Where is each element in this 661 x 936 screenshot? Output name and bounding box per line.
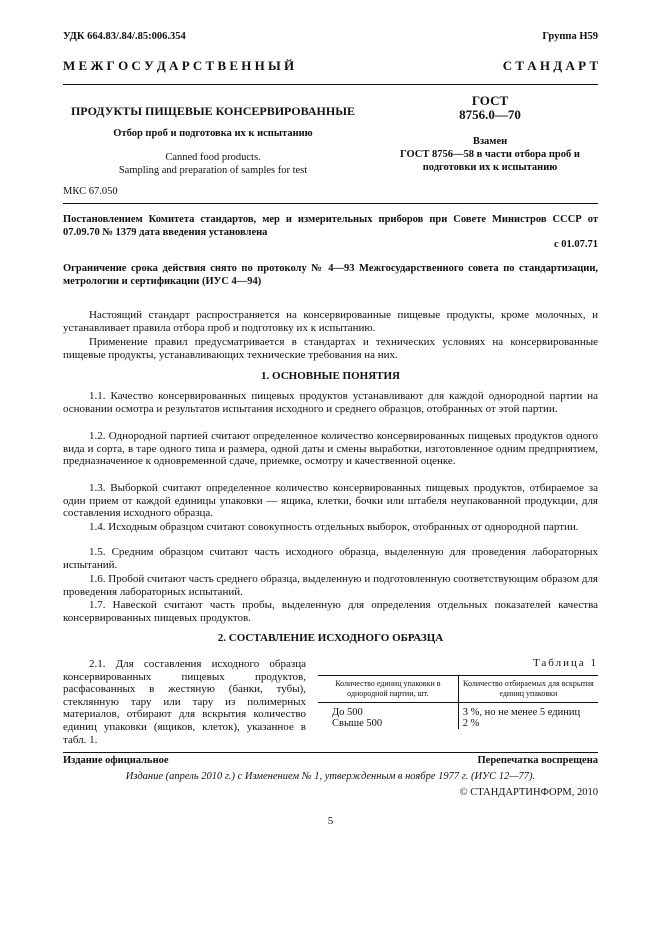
replaced-text: ГОСТ 8756—58 в части отбора проб и подготовки их к испытанию bbox=[400, 149, 580, 173]
intro-paragraph-1: Настоящий стандарт распространяется на консервированные пищевые продукты, кроме молочных, и устанавливает правила отбора проб и подготовку их к испытанию. bbox=[63, 309, 598, 334]
official-edition: Издание официальное bbox=[63, 755, 169, 766]
standard-banner bbox=[63, 58, 598, 74]
limitation-text: Ограничение срока действия снято по протоколу № 4—93 Межгосударственного совета по стандартизации, метрологии и сертификации (ИУС 4—94) bbox=[63, 263, 598, 287]
title-rule bbox=[63, 203, 598, 204]
paragraph-1-7: 1.7. Навеской считают часть пробы, выделенную для определения отдельных показателей качества консервированных пищевых продуктов. bbox=[63, 599, 598, 624]
group-code: Группа Н59 bbox=[542, 31, 598, 42]
copyright: © СТАНДАРТИНФОРМ, 2010 bbox=[459, 787, 598, 798]
paragraph-2-1: 2.1. Для составления исходного образца консервированных пищевых продуктов, расфасованных в жестяную (банки, тубы), стеклянную тару или тару из полимерных материалов, отбирают для вскрытия количество единиц упаковки (ящиков, клеток), указанное в табл. 1. bbox=[63, 658, 306, 746]
gost-number: 8756.0—70 bbox=[459, 107, 521, 122]
udk-code: УДК 664.83/.84/.85:006.354 bbox=[63, 31, 186, 42]
gost-designation bbox=[390, 94, 590, 122]
banner-word-1: М Е Ж Г О С У Д А Р С Т В Е Н Н Ы Й bbox=[63, 58, 295, 73]
table-cell: 3 %, но не менее 5 единиц bbox=[458, 707, 598, 718]
table-cell: 2 % bbox=[458, 718, 598, 729]
paragraph-1-2: 1.2. Однородной партией считают определенное количество консервированных пищевых продуктов одного вида и сорта, в таре одного типа и размера, одной даты и смены выработки, изготовленное одним предприятием, предназначенное к одновременной сдаче, приемке, осмотру и качественной оценке. bbox=[63, 430, 598, 468]
paragraph-1-1: 1.1. Качество консервированных пищевых продуктов устанавливают для каждой однородной партии на основании осмотра и результатов испытания исходного и среднего образцов, отобранных от этой партии. bbox=[63, 390, 598, 415]
page-number: 5 bbox=[327, 815, 334, 827]
table-cell: Свыше 500 bbox=[332, 718, 383, 729]
title-sub: Отбор проб и подготовка их к испытанию bbox=[113, 128, 313, 139]
effective-date: с 01.07.71 bbox=[553, 239, 598, 250]
table-1 bbox=[318, 675, 598, 729]
table-row bbox=[318, 718, 598, 729]
table-header-1: Количество единиц упаковки в однородной партии, шт. bbox=[318, 676, 458, 703]
title-main: ПРОДУКТЫ ПИЩЕВЫЕ КОНСЕРВИРОВАННЫЕ bbox=[70, 104, 356, 118]
table-caption: Таблица 1 bbox=[532, 657, 598, 669]
section-2-title: 2. СОСТАВЛЕНИЕ ИСХОДНОГО ОБРАЗЦА bbox=[217, 632, 444, 644]
edition-note: Издание (апрель 2010 г.) с Изменением № 1, утвержденным в ноябре 1977 г. (ИУС 12—77). bbox=[125, 771, 536, 782]
table-cell: До 500 bbox=[332, 707, 363, 718]
decree-text: Постановлением Комитета стандартов, мер и измерительных приборов при Совете Министров СССР от 07.09.70 № 1379 дата введения установлена bbox=[63, 214, 598, 238]
replaced-label: Взамен bbox=[472, 136, 508, 147]
footer-rule bbox=[63, 752, 598, 753]
reprint-notice: Перепечатка воспрещена bbox=[477, 755, 598, 766]
section-1-title: 1. ОСНОВНЫЕ ПОНЯТИЯ bbox=[261, 370, 400, 382]
intro-paragraph-2: Применение правил предусматривается в стандартах и технических условиях на консервированные пищевые продукты, устанавливающих технические требования на них. bbox=[63, 336, 598, 361]
paragraph-1-6: 1.6. Пробой считают часть среднего образца, выделенную и подготовленную соответствующим образом для проведения лабораторных испытаний. bbox=[63, 573, 598, 598]
paragraph-1-3: 1.3. Выборкой считают определенное количество консервированных пищевых продуктов, отбираемое за один прием от каждой единицы упаковки — ящика, клетки, бочки или штабеля неупакованной продукции, для составления исходного образца. bbox=[63, 482, 598, 520]
table-row bbox=[318, 707, 598, 718]
banner-rule bbox=[63, 84, 598, 85]
mks-code: МКС 67.050 bbox=[63, 186, 118, 197]
banner-word-2: С Т А Н Д А Р Т bbox=[502, 58, 598, 73]
title-english-line1: Canned food products. bbox=[165, 152, 261, 163]
replaced-block bbox=[380, 135, 600, 174]
paragraph-1-4: 1.4. Исходным образцом считают совокупность отдельных выборок, отобранных от однородной партии. bbox=[89, 521, 579, 533]
paragraph-1-5: 1.5. Средним образцом считают часть исходного образца, выделенную для проведения лабораторных испытаний. bbox=[63, 546, 598, 571]
title-english-line2: Sampling and preparation of samples for test bbox=[118, 165, 308, 176]
gost-label: ГОСТ bbox=[471, 93, 509, 108]
table-header-2: Количество отбираемых для вскрытия единиц упаковки bbox=[458, 676, 598, 703]
